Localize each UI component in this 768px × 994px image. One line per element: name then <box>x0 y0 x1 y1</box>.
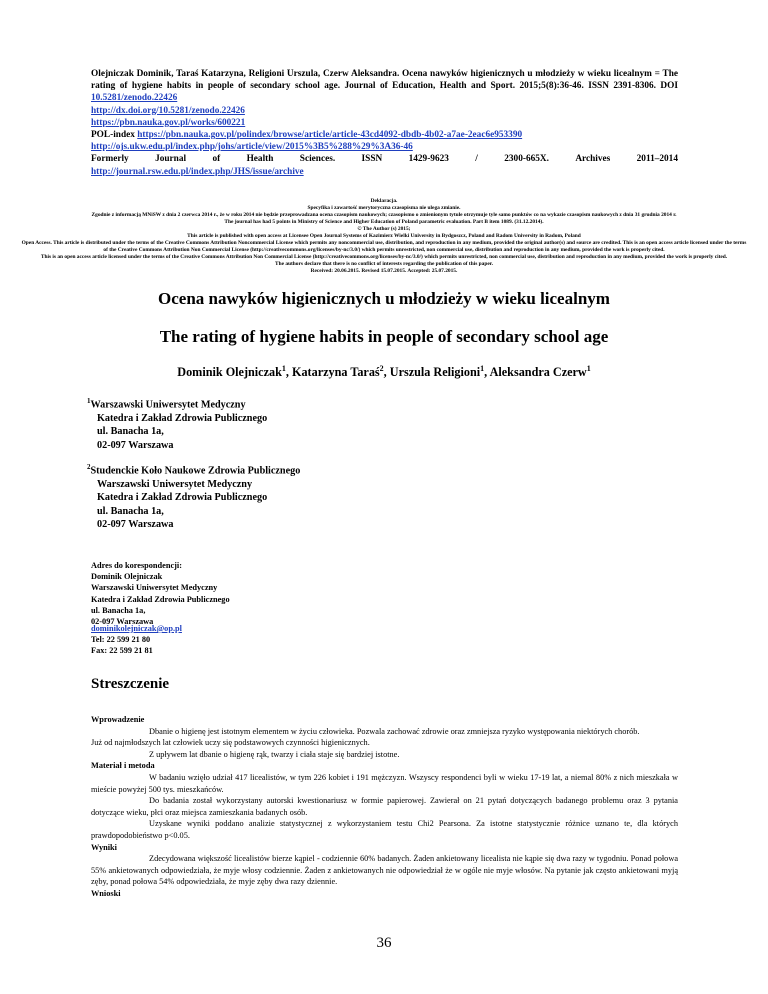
correspondence-block: Adres do korespondencji: Dominik Olejniczak Warszawski Uniwersytet Medyczny Katedra i Zakład Zdrowia Publicznego ul. Banacha 1a, 02-097 Warszawa <box>91 561 230 627</box>
contact-block <box>91 623 182 657</box>
declaration-line: This is an open access article licensed under the terms of the Creative Commons Attribution Non Commercial License (http://creativecommons.org/licenses/by-nc/3.0/) which permits unrestricted, non commercial use, distribution and reproduction in any medium, provided the work is properly cited. <box>40 254 728 260</box>
formerly-line: Formerly Journal of Health Sciences. ISSN 1429-9623 / 2300-665X. Archives 2011–2014 <box>91 154 678 165</box>
abstract-heading: Streszczenie <box>91 676 170 692</box>
author-affiliation-mark: 1 <box>480 364 485 373</box>
paragraph: Zdecydowana większość licealistów bierze kąpiel - codziennie 60% badanych. Żaden ankietowany licealista nie kąpie się dwa razy w tygodniu. Ponad połowa 55% ankietowanych odpowiedziała, że myje włosy codziennie. Żaden z ankietowanych nie odpowiedział że w ogóle nie myje włosów. Na pytanie jak często ankietowani myją zęby, ponad połowa 54% odpowiedziała, że myje zęby dwa razy dziennie. <box>91 854 678 887</box>
author-affiliation-mark: 2 <box>379 364 384 373</box>
declaration-line: Specyfika i zawartość merytoryczna czasopisma nie ulega zmianie. <box>307 205 461 211</box>
paragraph: Uzyskane wyniki poddano analizie statystycznej z wykorzystaniem testu Chi2 Pearsona. Za istotne statystycznie różnice uznano te, dla których prawdopodobieństwo p<0.05. <box>91 819 678 840</box>
citation-block <box>91 68 678 178</box>
title-english: The rating of hygiene habits in people of secondary school age <box>159 327 609 346</box>
declaration-line: Deklaracja. <box>370 198 398 204</box>
ojs-link[interactable]: http://ojs.ukw.edu.pl/index.php/johs/article/view/2015%3B5%288%29%3A36-46 <box>91 142 413 153</box>
declaration-line: © The Author (s) 2015; <box>357 226 411 232</box>
declaration-block <box>20 198 748 275</box>
abstract-body <box>91 714 678 900</box>
doi-link[interactable]: 10.5281/zenodo.22426 <box>91 93 178 104</box>
paragraph: Dbanie o higienę jest istotnym elementem w życiu człowieka. Pozwala zachować zdrowie oraz zmniejsza ryzyko występowania niektórych chorób. <box>149 726 640 736</box>
polindex-label: POL-index <box>91 130 135 141</box>
section-label: Wnioski <box>91 888 121 898</box>
paragraph: W badaniu wzięło udział 417 licealistów, w tym 226 kobiet i 191 mężczyzn. Wszyscy respondenci byli w wieku 17-19 lat, a niemal 80% z nich mieszkała w mieście powyżej 500 tys. mieszkańców. <box>91 772 678 794</box>
author-name: Urszula Religioni <box>389 365 481 380</box>
polindex-link[interactable]: https://pbn.nauka.gov.pl/polindex/browse/article/article-43cd4092-dbdb-4b02-a7ae-2eac6e953390 <box>137 130 523 141</box>
affiliation-2: $^2$Studenckie Koło Naukowe Zdrowia Publicznego Warszawski Uniwersytet Medyczny Katedra i Zakład Zdrowia Publicznego ul. Banacha 1a, 02-097 Warszawa <box>87 463 301 531</box>
author-name: Aleksandra Czerw <box>489 365 587 380</box>
author-affiliation-mark: 1 <box>281 364 286 373</box>
declaration-line: Zgodnie z informacją MNiSW z dnia 2 czerwca 2014 r., że w roku 2014 nie będzie przeprowadzana ocena czasopism naukowych; czasopismo o zmienionym tytule otrzymuje tyle samo punktów co na wykazie czasopism naukowych z dnia 31 grudnia 2014 r. <box>91 212 677 218</box>
author-name: Dominik Olejniczak <box>177 365 282 380</box>
page-number: 36 <box>376 935 392 951</box>
paragraph: Z upływem lat dbanie o higienę rąk, twarzy i ciała staje się bardziej istotne. <box>149 749 400 759</box>
fax-number: Fax: 22 599 21 81 <box>91 646 153 656</box>
declaration-line: Received: 20.06.2015. Revised 15.07.2015. Accepted: 25.07.2015. <box>310 268 458 274</box>
citation-text: Olejniczak Dominik, Taraś Katarzyna, Religioni Urszula, Czerw Aleksandra. Ocena nawyków higienicznych u młodzieży w wieku licealnym = The rating of hygiene habits in people of secondary school age. Journal of Education, Health and Sport. 2015;5(8):36-46. ISSN 2391-8306. DOI 10.5281/zenodo.22426 <box>91 69 678 104</box>
section-label: Wyniki <box>91 842 117 852</box>
author-name: Katarzyna Taraś <box>291 365 380 380</box>
declaration-line: This article is published with open access at Licensee Open Journal Systems of Kazimierz Wielki University in Bydgoszcz, Poland and Radom University in Radom, Poland <box>187 233 581 239</box>
author-affiliation-mark: 1 <box>586 364 591 373</box>
archive-link[interactable]: http://journal.rsw.edu.pl/index.php/JHS/issue/archive <box>91 166 304 177</box>
dx-doi-link[interactable]: http://dx.doi.org/10.5281/zenodo.22426 <box>91 105 245 116</box>
section-label: Wprowadzenie <box>91 715 145 724</box>
declaration-line: The authors declare that there is no conflict of interests regarding the publication of this paper. <box>274 261 494 267</box>
paragraph: Już od najmłodszych lat człowiek uczy się podstawowych czynności higienicznych. <box>91 738 370 748</box>
affiliation-1: $^1$Warszawski Uniwersytet Medyczny Katedra i Zakład Zdrowia Publicznego ul. Banacha 1a, 02-097 Warszawa <box>87 397 268 451</box>
phone-number: Tel: 22 599 21 80 <box>91 635 151 645</box>
pbn-link[interactable]: https://pbn.nauka.gov.pl/works/600221 <box>91 117 246 128</box>
section-label: Materiał i metoda <box>91 761 155 771</box>
declaration-line: Open Access. This article is distributed under the terms of the Creative Commons Attribution Noncommercial License which permits any noncommercial use, distribution, and reproduction in any medium, provided the original author(s) and source are credited. This is an open access article licensed under the terms of the Creative Commons Attribution Non Commercial License (http://creativecommons.org/licenses/by-nc/3.0/) which permits unrestricted, non commercial use, distribution and reproduction in any medium, provided the work is properly cited. <box>21 240 747 253</box>
declaration-line: The journal has had 5 points in Ministry of Science and Higher Education of Poland parametric evaluation. Part B item 1089. (31.12.2014). <box>224 219 544 225</box>
email-link[interactable]: dominikolejniczak@op.pl <box>91 624 182 633</box>
paragraph: Do badania został wykorzystany autorski kwestionariusz w formie papierowej. Zawierał on 21 pytań dotyczących badanego problemu oraz 3 pytania dotyczące wieku, płci oraz miejsca zamieszkania badanych osób. <box>91 796 678 817</box>
author-list: Dominik Olejniczak$^1$, Katarzyna Taraś$^2$, Urszula Religioni$^1$, Aleksandra Czerw$^1$ <box>177 364 591 380</box>
title-polish: Ocena nawyków higienicznych u młodzieży w wieku licealnym <box>158 289 610 308</box>
